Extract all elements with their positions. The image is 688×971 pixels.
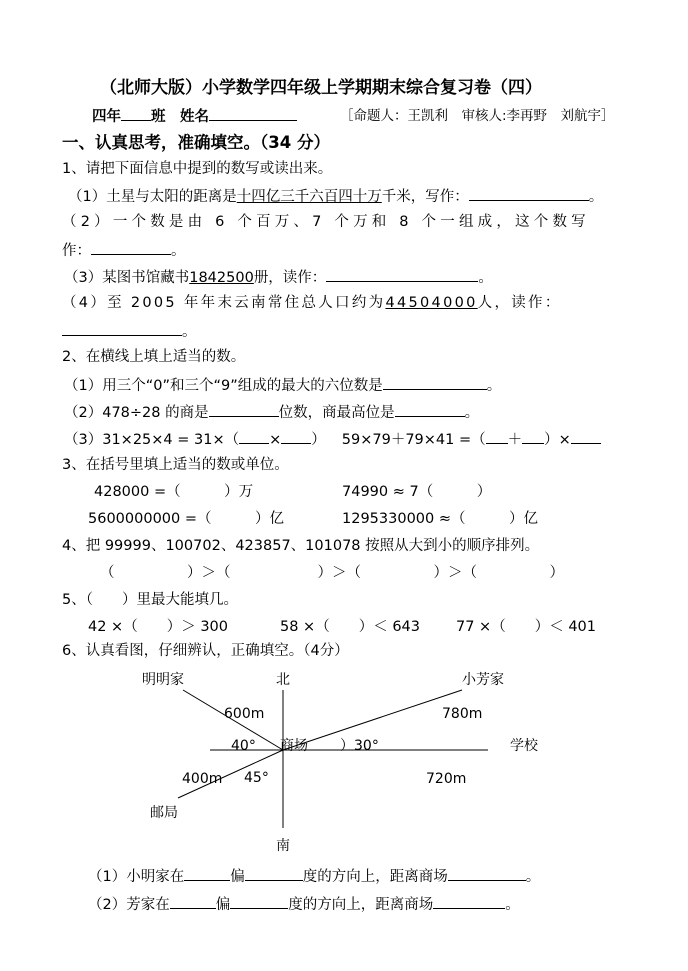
q1-item4-text: （4）至 2005 年年末云南常住总人口约为 <box>62 295 386 311</box>
q5-stem: 5、（ ）里最大能填几。 <box>62 592 238 608</box>
q5-row-c: 77 ×（ ）＜ 401 <box>456 619 596 635</box>
q1-item4-end: 。 <box>182 324 197 340</box>
q1-stem: 1、请把下面信息中提到的数写或读出来。 <box>62 161 333 177</box>
q2-item3-times: × <box>269 432 282 448</box>
school-label: 学校 <box>510 738 538 754</box>
q1-item3-text: （3）某图书馆藏书 <box>64 270 190 286</box>
distance-xiaoming: 600m <box>224 706 265 722</box>
angle-xiaoming: 40° <box>231 738 256 754</box>
q3-r2a: 5600000000 =（ ）亿 <box>88 511 285 527</box>
q6-item2-blank2[interactable] <box>230 894 288 909</box>
class-label: 班 <box>151 109 166 125</box>
q2-item3-expr1: （3）31×25×4 = 31×（ <box>64 432 240 448</box>
q1-item4-number: 44504000 <box>385 295 478 311</box>
q3-r2b: 1295330000 ≈（ ）亿 <box>342 511 539 527</box>
q6-item2-pian: 偏 <box>215 897 231 913</box>
q6-item2-text2: 度的方向上，距离商场 <box>288 897 434 913</box>
q4-stem: 4、把 99999、100702、423857、101078 按照从大到小的顺序排列。 <box>62 538 540 554</box>
q2-item1-text: （1）用三个“0”和三个“9”组成的最大的六位数是 <box>64 378 383 394</box>
distance-post: 400m <box>182 771 223 787</box>
q6-item1-text: （1）小明家在 <box>88 869 185 885</box>
center-label: 商场 <box>280 738 308 754</box>
south-label: 南 <box>276 838 290 854</box>
q6-item1-text2: 度的方向上，距离商场 <box>302 869 448 885</box>
q2-stem: 2、在横线上填上适当的数。 <box>62 349 246 365</box>
page-title: （北师大版）小学数学四年级上学期期末综合复习卷（四） <box>100 78 542 98</box>
q1-item1-end: 。 <box>588 189 604 205</box>
q6-item1-end: 。 <box>525 869 541 885</box>
q1-item1-text2: 千米，写作： <box>381 189 469 205</box>
q5-row-a: 42 ×（ ）＞ 300 <box>88 619 228 635</box>
grade-label: 四年 <box>92 109 121 125</box>
q1-item2-text: 作： <box>62 243 91 259</box>
q1-item2-line1: （2）一个数是由 6 个百万、7 个万和 8 个一组成，这个数写 <box>62 214 590 230</box>
q2-item2-text2: 位数，商最高位是 <box>278 405 395 421</box>
distance-school: 720m <box>426 771 467 787</box>
xiaofang-home-label: 小芳家 <box>462 672 504 688</box>
q2-item2-text: （2）478÷28 的商是 <box>64 405 209 421</box>
q6-item2-blank1[interactable] <box>170 894 216 909</box>
q2-item3-close: ） <box>311 432 326 448</box>
q3-stem: 3、在括号里填上适当的数或单位。 <box>62 457 289 473</box>
section-heading: 一、认真思考，准确填空。（34 分） <box>62 133 330 152</box>
angle-post: 45° <box>244 770 269 786</box>
q6-item1-blank1[interactable] <box>184 866 230 881</box>
q1-item1-text: （1）土星与太阳的距离是 <box>68 189 237 205</box>
q3-r1b: 74990 ≈ 7（ ） <box>342 484 492 500</box>
q6-item1-blank3[interactable] <box>448 866 526 881</box>
q1-item3-text2: 册，读作： <box>253 270 327 286</box>
q1-item1-number: 十四亿三千六百四十万 <box>236 189 382 205</box>
q2-item1-end: 。 <box>486 378 502 394</box>
angle-xiaofang: ）30° <box>340 738 379 754</box>
q2-item3-close2: ）× <box>544 432 571 448</box>
authors-note: ［命题人：王凯利 审核人:李再野 刘航宇］ <box>340 108 615 124</box>
q6-stem: 6、认真看图，仔细辨认，正确填空。（4分） <box>62 643 349 659</box>
q6-item1-blank2[interactable] <box>245 866 303 881</box>
post-office-label: 邮局 <box>150 805 178 821</box>
north-label: 北 <box>276 672 290 688</box>
q6-item2-blank3[interactable] <box>433 894 505 909</box>
xiaoming-home-label: 明明家 <box>142 672 184 688</box>
q6-item2-end: 。 <box>505 897 520 913</box>
q2-item3-expr2: 59×79＋79×41 =（ <box>341 432 486 448</box>
q1-item4-text2: 人，读作： <box>477 295 562 311</box>
q6-item1-pian: 偏 <box>230 869 245 885</box>
q6-item2 <box>88 894 520 914</box>
q4-order-row: （ ）＞（ ）＞（ ）＞（ ） <box>100 565 564 581</box>
q3-r1a: 428000 =（ ）万 <box>94 484 254 500</box>
distance-xiaofang: 780m <box>442 706 483 722</box>
q1-item3-number: 1842500 <box>189 270 254 286</box>
q6-item2-text: （2）芳家在 <box>88 897 170 913</box>
name-label: 姓名 <box>180 109 209 125</box>
q1-item2-end: 。 <box>171 243 186 259</box>
q6-item1 <box>88 866 540 886</box>
q2-item3-plus: ＋ <box>507 432 523 448</box>
q1-item3-end: 。 <box>478 270 493 286</box>
q5-row-b: 58 ×（ ）＜ 643 <box>280 619 420 635</box>
q2-item2-end: 。 <box>464 405 480 421</box>
